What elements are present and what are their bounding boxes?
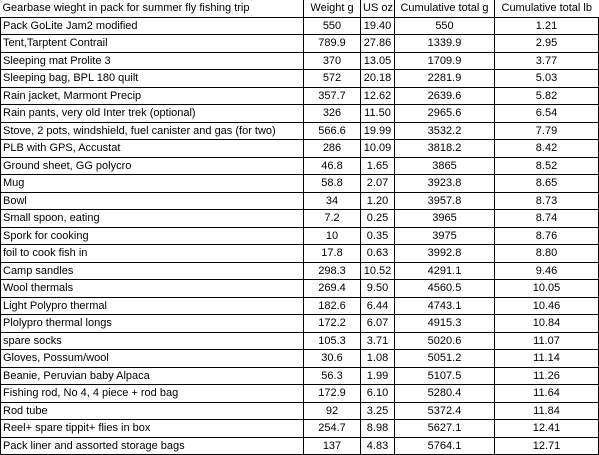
table-row [1,140,599,158]
cell-cumulative-lb: 11.64 [495,385,599,403]
cell-item: Wool thermals [1,280,304,298]
cell-item: Pack GoLite Jam2 modified [1,17,304,35]
cell-cumulative-lb: 10.84 [495,315,599,333]
cell-cumulative-lb: 2.95 [495,35,599,53]
cell-cumulative-lb: 8.65 [495,175,599,193]
cell-us-oz: 8.98 [361,420,395,438]
cell-item: Rain jacket, Marmont Precip [1,87,304,105]
cell-weight-g: 30.6 [304,350,361,368]
cell-us-oz: 1.99 [361,367,395,385]
cell-cumulative-lb: 11.84 [495,402,599,420]
cell-item: Ground sheet, GG polycro [1,157,304,175]
cell-item: Sleeping mat Prolite 3 [1,52,304,70]
cell-cumulative-g: 3818.2 [395,140,495,158]
cell-cumulative-g: 3865 [395,157,495,175]
cell-item: Mug [1,175,304,193]
table-row [1,385,599,403]
cell-weight-g: 298.3 [304,262,361,280]
table-row [1,52,599,70]
cell-weight-g: 789.9 [304,35,361,53]
cell-cumulative-g: 2281.9 [395,70,495,88]
cell-us-oz: 4.83 [361,437,395,455]
cell-weight-g: 172.9 [304,385,361,403]
cell-weight-g: 105.3 [304,332,361,350]
cell-cumulative-g: 550 [395,17,495,35]
cell-cumulative-lb: 11.26 [495,367,599,385]
cell-us-oz: 0.25 [361,210,395,228]
cell-cumulative-g: 3975 [395,227,495,245]
table-row [1,17,599,35]
cell-cumulative-g: 1339.9 [395,35,495,53]
table-row [1,437,599,455]
cell-cumulative-lb: 10.46 [495,297,599,315]
cell-item: Reel+ spare tippit+ flies in box [1,420,304,438]
cell-cumulative-g: 2965.6 [395,105,495,123]
cell-item: Camp sandles [1,262,304,280]
table-row [1,315,599,333]
cell-weight-g: 572 [304,70,361,88]
cell-cumulative-lb: 12.41 [495,420,599,438]
cell-us-oz: 10.09 [361,140,395,158]
cell-cumulative-g: 5627.1 [395,420,495,438]
table-row [1,350,599,368]
cell-us-oz: 1.20 [361,192,395,210]
cell-cumulative-g: 4743.1 [395,297,495,315]
cell-cumulative-g: 2639.6 [395,87,495,105]
cell-cumulative-lb: 10.05 [495,280,599,298]
cell-weight-g: 92 [304,402,361,420]
cell-cumulative-lb: 9.46 [495,262,599,280]
cell-cumulative-g: 3992.8 [395,245,495,263]
cell-us-oz: 20.18 [361,70,395,88]
cell-cumulative-g: 5051.2 [395,350,495,368]
cell-item: foil to cook fish in [1,245,304,263]
table-row [1,210,599,228]
cell-cumulative-g: 5107.5 [395,367,495,385]
cell-weight-g: 550 [304,17,361,35]
cell-weight-g: 269.4 [304,280,361,298]
cell-cumulative-lb: 1.21 [495,17,599,35]
cell-cumulative-lb: 8.74 [495,210,599,228]
header-item: Gearbase wieght in pack for summer fly fishing trip [1,0,304,17]
cell-item: Fishing rod, No 4, 4 piece + rod bag [1,385,304,403]
cell-cumulative-lb: 6.54 [495,105,599,123]
cell-item: Sleeping bag, BPL 180 quilt [1,70,304,88]
cell-cumulative-g: 3532.2 [395,122,495,140]
cell-cumulative-lb: 3.77 [495,52,599,70]
cell-weight-g: 172.2 [304,315,361,333]
cell-us-oz: 6.07 [361,315,395,333]
cell-cumulative-lb: 8.73 [495,192,599,210]
table-row [1,157,599,175]
table-row [1,367,599,385]
cell-us-oz: 2.07 [361,175,395,193]
cell-cumulative-g: 4291.1 [395,262,495,280]
table-row [1,402,599,420]
table-row [1,332,599,350]
cell-cumulative-g: 3965 [395,210,495,228]
cell-item: Rod tube [1,402,304,420]
cell-weight-g: 182.6 [304,297,361,315]
cell-cumulative-lb: 5.82 [495,87,599,105]
header-cumulative-g: Cumulative total g [395,0,495,17]
cell-cumulative-g: 1709.9 [395,52,495,70]
header-weight-g: Weight g [304,0,361,17]
cell-us-oz: 0.63 [361,245,395,263]
cell-item: Light Polypro thermal [1,297,304,315]
cell-us-oz: 6.44 [361,297,395,315]
cell-cumulative-lb: 8.80 [495,245,599,263]
cell-weight-g: 7.2 [304,210,361,228]
cell-weight-g: 254.7 [304,420,361,438]
cell-weight-g: 326 [304,105,361,123]
cell-us-oz: 12.62 [361,87,395,105]
cell-weight-g: 286 [304,140,361,158]
cell-cumulative-lb: 8.42 [495,140,599,158]
table-body [1,17,599,455]
cell-cumulative-g: 5280.4 [395,385,495,403]
cell-weight-g: 58.8 [304,175,361,193]
cell-item: spare socks [1,332,304,350]
table-row [1,192,599,210]
cell-item: Small spoon, eating [1,210,304,228]
table-row [1,227,599,245]
cell-item: Gloves, Possum/wool [1,350,304,368]
cell-us-oz: 19.40 [361,17,395,35]
table-row [1,35,599,53]
header-us-oz: US oz [361,0,395,17]
cell-weight-g: 56.3 [304,367,361,385]
cell-us-oz: 27.86 [361,35,395,53]
table-row [1,262,599,280]
cell-weight-g: 34 [304,192,361,210]
table-row [1,280,599,298]
table-row [1,122,599,140]
cell-cumulative-lb: 7.79 [495,122,599,140]
cell-weight-g: 46.8 [304,157,361,175]
cell-us-oz: 9.50 [361,280,395,298]
cell-us-oz: 13.05 [361,52,395,70]
cell-cumulative-lb: 12.71 [495,437,599,455]
cell-item: Plolypro thermal longs [1,315,304,333]
table-row [1,297,599,315]
cell-item: Rain pants, very old Inter trek (optional) [1,105,304,123]
header-row [1,0,599,17]
cell-item: PLB with GPS, Accustat [1,140,304,158]
cell-cumulative-g: 3923.8 [395,175,495,193]
cell-cumulative-g: 4560.5 [395,280,495,298]
cell-item: Pack liner and assorted storage bags [1,437,304,455]
cell-cumulative-g: 4915.3 [395,315,495,333]
cell-cumulative-g: 5372.4 [395,402,495,420]
cell-item: Bowl [1,192,304,210]
cell-cumulative-g: 5020.6 [395,332,495,350]
cell-us-oz: 19.99 [361,122,395,140]
cell-us-oz: 3.71 [361,332,395,350]
table-row [1,105,599,123]
header-cumulative-lb: Cumulative total lb [495,0,599,17]
cell-item: Spork for cooking [1,227,304,245]
cell-item: Beanie, Peruvian baby Alpaca [1,367,304,385]
cell-us-oz: 11.50 [361,105,395,123]
cell-cumulative-g: 3957.8 [395,192,495,210]
table-row [1,245,599,263]
table-row [1,175,599,193]
cell-item: Stove, 2 pots, windshield, fuel canister and gas (for two) [1,122,304,140]
cell-us-oz: 6.10 [361,385,395,403]
table-row [1,87,599,105]
cell-cumulative-lb: 5.03 [495,70,599,88]
cell-cumulative-lb: 11.14 [495,350,599,368]
cell-cumulative-lb: 8.76 [495,227,599,245]
cell-us-oz: 1.65 [361,157,395,175]
cell-us-oz: 1.08 [361,350,395,368]
cell-us-oz: 10.52 [361,262,395,280]
cell-weight-g: 370 [304,52,361,70]
cell-cumulative-lb: 11.07 [495,332,599,350]
cell-weight-g: 17.8 [304,245,361,263]
cell-weight-g: 137 [304,437,361,455]
cell-cumulative-lb: 8.52 [495,157,599,175]
cell-weight-g: 357.7 [304,87,361,105]
cell-cumulative-g: 5764.1 [395,437,495,455]
cell-us-oz: 3.25 [361,402,395,420]
cell-item: Tent,Tarptent Contrail [1,35,304,53]
cell-weight-g: 566.6 [304,122,361,140]
table-row [1,70,599,88]
table-row [1,420,599,438]
cell-weight-g: 10 [304,227,361,245]
cell-us-oz: 0.35 [361,227,395,245]
